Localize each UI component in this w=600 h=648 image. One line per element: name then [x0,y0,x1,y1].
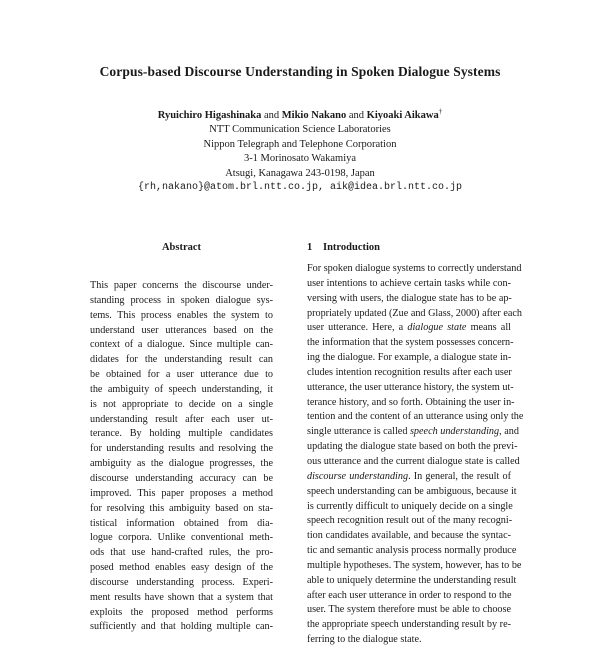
section-title: Introduction [323,242,380,253]
author-name: Mikio Nakano [281,110,347,121]
text-span: single utterance is called [307,426,410,438]
abstract-line: the ambiguity of speech understanding, it [90,383,273,395]
author-separator: and [263,110,280,121]
introduction-body [307,262,524,648]
affiliation-company: Nippon Telegraph and Telephone Corporation [203,138,397,150]
abstract-line: standing process in spoken dialogue sys- [90,294,273,306]
text-line: tion candidates available, and because the syntac- [307,530,511,542]
text-line: updating the dialogue state based on both the previ- [307,441,518,453]
text-line: speech understanding can be ambiguous, because it [307,485,517,497]
text-line: able to uniquely determine the understanding result [307,574,517,586]
abstract-line: improved. This paper proposes a method [90,487,273,499]
text-span: , and [499,426,519,438]
abstract-line: exploits the proposed method performs [90,606,273,618]
text-line [307,470,511,485]
abstract-line: ment results have shown that a system that [90,591,273,603]
abstract-line: posed method enables easy design of the [90,562,273,574]
term-italic: discourse understanding [307,470,409,482]
abstract-line: discourse understanding accuracy can be [90,472,273,484]
paper-title: Corpus-based Discourse Understanding in Spoken Dialogue Systems [99,64,501,79]
abstract-line: is not appropriate to decide on a single [90,398,273,410]
text-line: user intentions to achieve certain tasks while con- [307,277,511,289]
text-line: cludes intention recognition results after each user [307,366,512,378]
author-name: Kiyoaki Aikawa [366,110,439,121]
affiliation-address: Atsugi, Kanagawa 243-0198, Japan [225,167,375,179]
abstract-line: logue corpora. Unlike conventional meth- [90,532,273,544]
section-heading [307,242,380,253]
text-line: multiple hypotheses. The system, however, has to be [307,559,522,571]
abstract-line: sufficiently and that holding multiple can- [90,621,273,633]
abstract-line: tems. This process enables the system to [90,309,273,321]
abstract-line: This paper concerns the discourse under- [90,280,273,291]
text-line [307,321,511,336]
author-name: Ryuichiro Higashinaka [157,110,262,121]
term-italic: dialogue state [407,322,467,334]
text-span: user utterance. Here, a [307,322,408,334]
text-span: . In general, the result of [408,470,511,482]
author-list [0,109,600,123]
text-line: after each user utterance in order to respond to the [307,589,512,601]
text-span: means all [466,322,511,334]
term-italic: speech understanding [409,426,500,438]
text-line: ing the dialogue. For example, a dialogue state in- [307,352,512,364]
author-emails: {rh,nakano}@atom.brl.ntt.co.jp, aik@idea.brl.ntt.co.jp [137,182,463,194]
affiliation-block [0,123,600,196]
text-line: tention and the content of an utterance using only the [307,411,524,423]
text-line: ous utterance and the current dialogue state is called [307,455,520,467]
dagger-mark: † [438,107,443,116]
affiliation-lab: NTT Communication Science Laboratories [209,124,391,135]
text-line: user. The system therefore must be able to choose [307,604,511,616]
affiliation-address: 3-1 Morinosato Wakamiya [243,153,357,165]
abstract-line: understand user utterances based on the [90,324,273,336]
abstract-line: ambiguity as the dialogue progresses, the [90,458,273,470]
abstract-line: understanding result after each user ut- [90,413,273,425]
text-line: the information that the system possesses concern- [307,337,514,349]
text-line: is currently difficult to uniquely decide on a single [307,500,513,512]
text-line [307,425,519,440]
author-separator: and [348,110,365,121]
text-line: speech recognition result out of the many recogni- [307,515,513,527]
abstract-line: for resolving this ambiguity based on sta- [90,502,273,514]
abstract-line: didates for the understanding result can [90,354,273,366]
text-line: utterance, the user utterance history, the system ut- [307,381,514,393]
abstract-line: ods that use hand-crafted rules, the pro- [90,547,273,559]
text-line: For spoken dialogue systems to correctly understand [307,263,522,274]
text-line: terance history, and so forth. Obtaining the user in- [307,396,515,408]
abstract-line: terance. By holding multiple candidates [90,428,273,440]
text-line: tic and semantic analysis process normally produce [307,545,517,557]
abstract-line: be obtained for a user utterance due to [90,369,273,381]
abstract-body [90,279,273,635]
text-line: versing with users, the dialogue state has to be ap- [307,292,512,304]
abstract-line: tistical information obtained from dia- [90,517,273,529]
abstract-line: for understanding results and resolving the [90,443,273,455]
text-line: propriately updated (Zue and Glass, 2000) after each [307,307,522,319]
abstract-heading: Abstract [161,242,202,253]
abstract-line: context of a dialogue. Since multiple can- [90,339,273,351]
text-line: the appropriate speech understanding result by re- [307,619,511,631]
section-number: 1 [307,242,313,253]
text-line: ferring to the dialogue state. [307,634,422,646]
abstract-line: discourse understanding process. Experi- [90,576,273,588]
